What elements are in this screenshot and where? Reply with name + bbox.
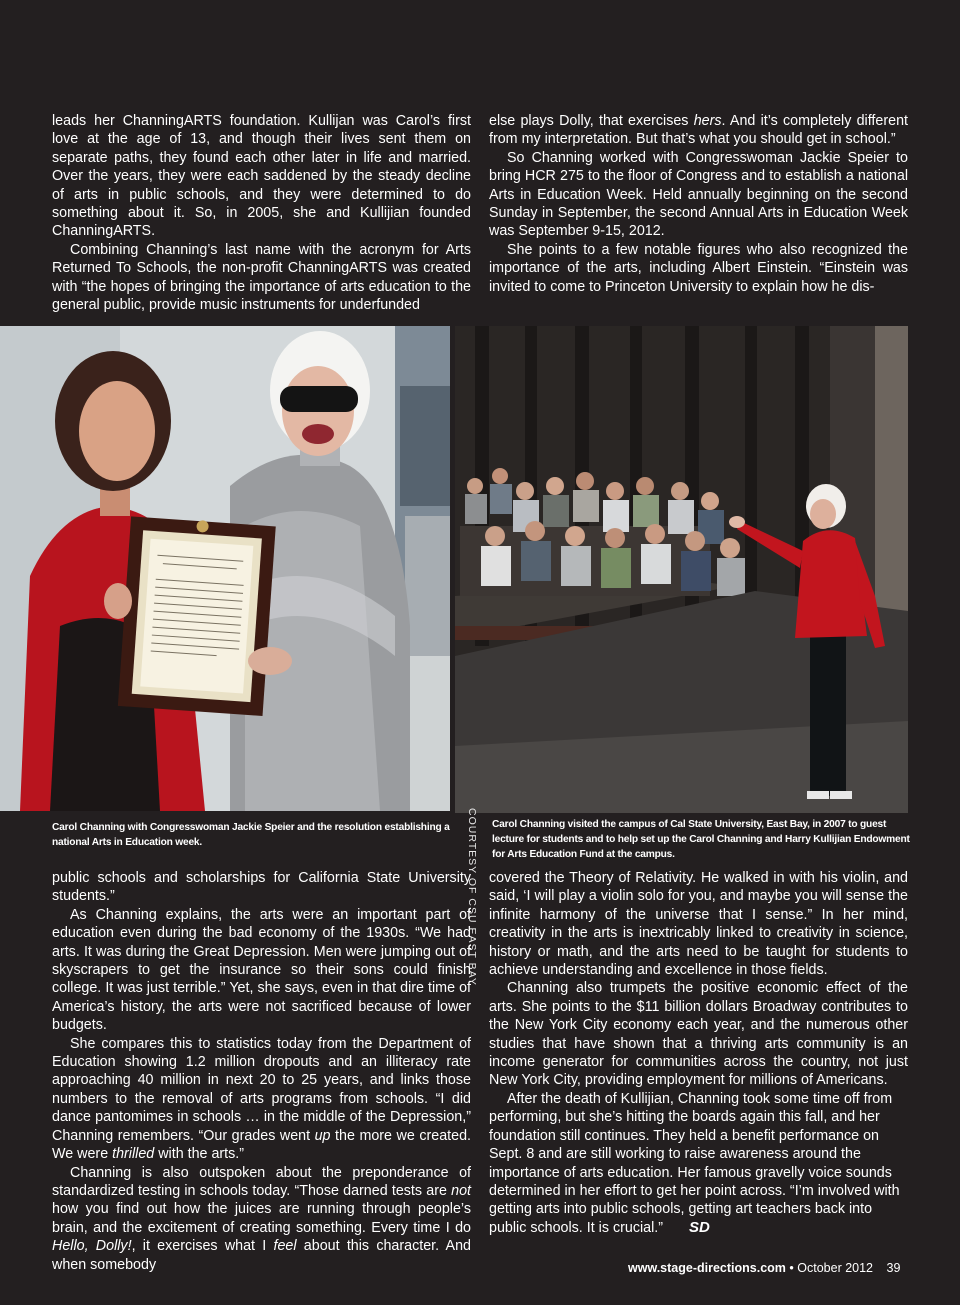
photo-credit: COURTESY OF CSU EAST BAY bbox=[466, 808, 478, 986]
article-column-bottom-left bbox=[52, 869, 471, 1274]
paragraph: public schools and scholarships for California State University students.” bbox=[52, 870, 471, 905]
paragraph: So Channing worked with Congresswoman Jackie Speier to bring HCR 275 to the floor of Congress and to establish a national Arts in Education Week. Held annually beginning on the second Sunday in September, the second Annual Arts in Education Week was September 9-15, 2012. bbox=[489, 149, 908, 240]
paragraph: Combining Channing’s last name with the acronym for Arts Returned To Schools, the non-profit ChanningARTS was created with “the hopes of bringing the importance of arts education to the general public, provide music instruments for underfunded bbox=[52, 241, 471, 314]
photo-illustration bbox=[0, 326, 450, 811]
paragraph: As Channing explains, the arts were an important part of education even during the bad economy of the 1930s. “We had arts. It was during the Great Depression. Men were jumping out of skyscrapers to get the insurance so their sons could finish college. It was just terrible.” Yet, she says, even in that dire time of America’s history, the arts were not sacrificed because of lower budgets. bbox=[52, 906, 471, 1034]
page-footer bbox=[628, 1261, 900, 1275]
footer-issue: October 2012 bbox=[797, 1261, 874, 1275]
paragraph: leads her ChanningARTS foundation. Kullijan was Carol’s first love at the age of 13, and though their lives sent them on separate paths, they found each other later in life and married. Over the years, they were each saddened by the steady decline of arts in public schools, and they were determined to do something about it. So, in 2005, she and Kullijian founded ChanningARTS. bbox=[52, 113, 471, 240]
article-column-top-right bbox=[489, 112, 908, 296]
page-number: 39 bbox=[886, 1261, 901, 1275]
paragraph: After the death of Kullijian, Channing took some time off from performing, but she’s hitting the boards again this fall, and her foundation still continues. They held a benefit performance on Sept. 8 and are still working to raise awareness around the importance of arts education. Her famous gravelly voice sounds determined in her effort to get her point across. “I’m involved with getting arts into public schools, getting art teachers back into public schools. It is crucial.” SD bbox=[489, 1090, 900, 1236]
paragraph: She points to a few notable figures who also recognized the importance of the arts, including Albert Einstein. “Einstein was invited to come to Princeton University to explain how he dis- bbox=[489, 241, 908, 295]
photo-caption-right: Carol Channing visited the campus of Cal State University, East Bay, in 2007 to guest lecture for students and to help set up the Carol Channing and Harry Kullijian Endowment for Arts Education Fund at the campus. bbox=[492, 819, 910, 860]
article-column-bottom-right bbox=[489, 869, 908, 1237]
article-column-top-left bbox=[52, 112, 471, 314]
paragraph: covered the Theory of Relativity. He walked in with his violin, and said, ‘I will play a violin solo for you, and maybe you will sense the infinite harmony of the universe that I sense.” In her mind, creativity in the arts is inextricably linked to creativity in science, history or math, and the arts need to be taught for students to achieve understanding and excellence in those fields. bbox=[489, 870, 908, 979]
footer-url[interactable]: www.stage-directions.com bbox=[628, 1261, 786, 1275]
paragraph: Channing is also outspoken about the preponderance of standardized testing in schools today. “Those darned tests are not how you find out how the juices are running through people’s brain, and the excitement of creating something. Every time I do Hello, Dolly!, it exercises what I feel about this character. And when somebody bbox=[52, 1164, 471, 1273]
photo-channing-and-speier bbox=[0, 326, 450, 811]
footer-separator: • bbox=[789, 1261, 794, 1275]
stage-directions-end-mark-icon: SD bbox=[689, 1218, 710, 1236]
photo-caption-left: Carol Channing with Congresswoman Jackie Speier and the resolution establishing a national Arts in Education week. bbox=[52, 822, 450, 848]
photo-csu-east-bay-lecture bbox=[455, 326, 908, 813]
photo-illustration bbox=[455, 326, 908, 813]
paragraph: Channing also trumpets the positive economic effect of the arts. She points to the $11 billion dollars Broadway contributes to the New York City economy each year, and the numerous other studies that have shown that a thriving arts community is an income generator for communities across the country, not just New York City, providing employment for millions of Americans. bbox=[489, 980, 908, 1089]
paragraph: else plays Dolly, that exercises hers. And it’s completely different from my interpretation. But that’s what you should get in school.” bbox=[489, 113, 908, 148]
paragraph: She compares this to statistics today from the Department of Education showing 1.2 million dropouts and an illiteracy rate approaching 40 million in next 20 to 25 years, and links those numbers to the removal of arts programs from schools. “I did dance pantomimes in schools … in the middle of the Depression,” Channing remembers. “Our grades went up the more we created. We were thrilled with the arts.” bbox=[52, 1035, 471, 1163]
